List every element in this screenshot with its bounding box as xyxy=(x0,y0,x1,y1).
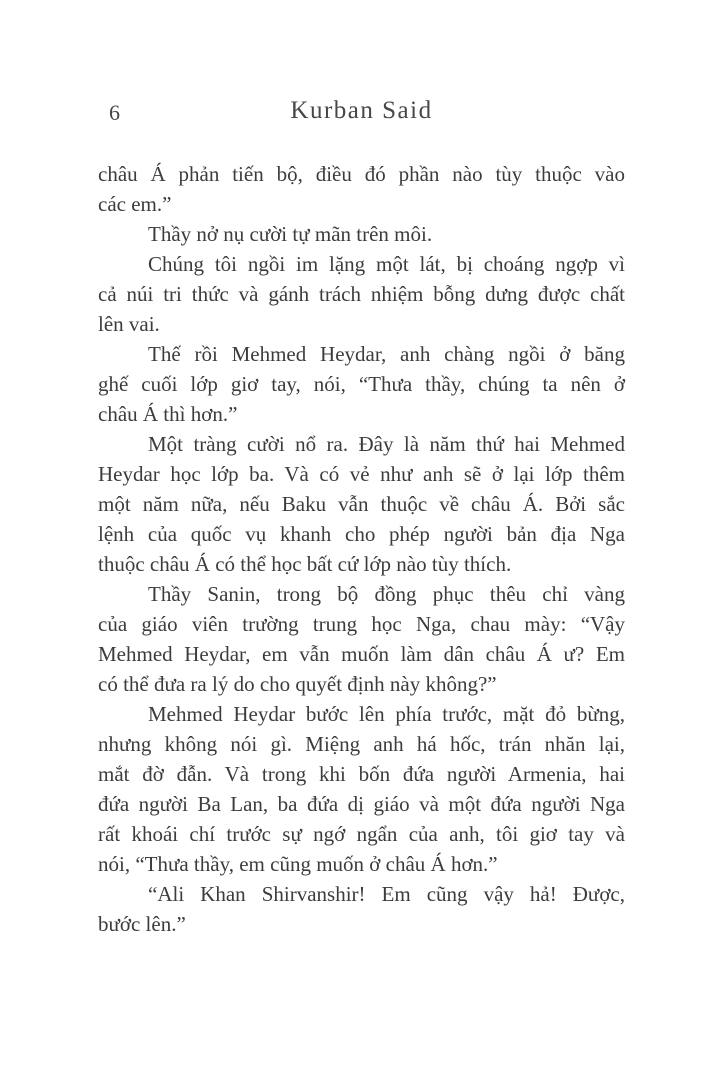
paragraph xyxy=(98,699,625,879)
page-header xyxy=(98,97,625,127)
text-line: Thế rồi Mehmed Heydar, anh chàng ngồi ở băng xyxy=(148,342,625,366)
text-line: mắt đờ đẫn. Và trong khi bốn đứa người Armenia, hai xyxy=(98,762,625,786)
text-line: bước lên.” xyxy=(98,912,186,936)
text-line: đứa người Ba Lan, ba đứa dị giáo và một đứa người Nga xyxy=(98,792,625,816)
text-line: “Ali Khan Shirvanshir! Em cũng vậy hả! Được, xyxy=(148,882,625,906)
text-line: rất khoái chí trước sự ngớ ngẩn của anh, tôi giơ tay và xyxy=(98,822,625,846)
text-line: thuộc châu Á có thể học bất cứ lớp nào tùy thích. xyxy=(98,552,512,576)
text-line: Một tràng cười nổ ra. Đây là năm thứ hai Mehmed xyxy=(148,432,625,456)
text-line: có thể đưa ra lý do cho quyết định này không?” xyxy=(98,672,497,696)
text-line: các em.” xyxy=(98,192,172,216)
text-line: Thầy nở nụ cười tự mãn trên môi. xyxy=(148,222,433,246)
text-line: cả núi tri thức và gánh trách nhiệm bỗng dưng được chất xyxy=(98,282,625,306)
text-line: châu Á phản tiến bộ, điều đó phần nào tùy thuộc vào xyxy=(98,162,625,186)
page-number: 6 xyxy=(109,100,121,125)
text-line: Heydar học lớp ba. Và có vẻ như anh sẽ ở lại lớp thêm xyxy=(98,462,625,486)
text-line: Mehmed Heydar, em vẫn muốn làm dân châu Á ư? Em xyxy=(98,642,625,666)
paragraph xyxy=(98,879,625,939)
paragraph xyxy=(98,579,625,699)
paragraph xyxy=(98,429,625,579)
paragraph xyxy=(98,159,625,219)
text-line: lên vai. xyxy=(98,312,160,336)
text-line: nói, “Thưa thầy, em cũng muốn ở châu Á hơn.” xyxy=(98,852,498,876)
body-text xyxy=(98,159,625,939)
text-line: Mehmed Heydar bước lên phía trước, mặt đỏ bừng, xyxy=(148,702,625,726)
text-line: nhưng không nói gì. Miệng anh há hốc, trán nhăn lại, xyxy=(98,732,625,756)
text-line: một năm nữa, nếu Baku vẫn thuộc về châu Á. Bởi sắc xyxy=(98,492,625,516)
paragraph xyxy=(98,339,625,429)
text-line: ghế cuối lớp giơ tay, nói, “Thưa thầy, chúng ta nên ở xyxy=(98,372,625,396)
text-line: Thầy Sanin, trong bộ đồng phục thêu chỉ vàng xyxy=(148,582,625,606)
text-line: Chúng tôi ngồi im lặng một lát, bị choáng ngợp vì xyxy=(148,252,625,276)
text-line: của giáo viên trường trung học Nga, chau mày: “Vậy xyxy=(98,612,625,636)
paragraph xyxy=(98,219,625,249)
running-title: Kurban Said xyxy=(290,97,433,124)
text-line: lệnh của quốc vụ khanh cho phép người bản địa Nga xyxy=(98,522,625,546)
text-line: châu Á thì hơn.” xyxy=(98,402,238,426)
paragraph xyxy=(98,249,625,339)
